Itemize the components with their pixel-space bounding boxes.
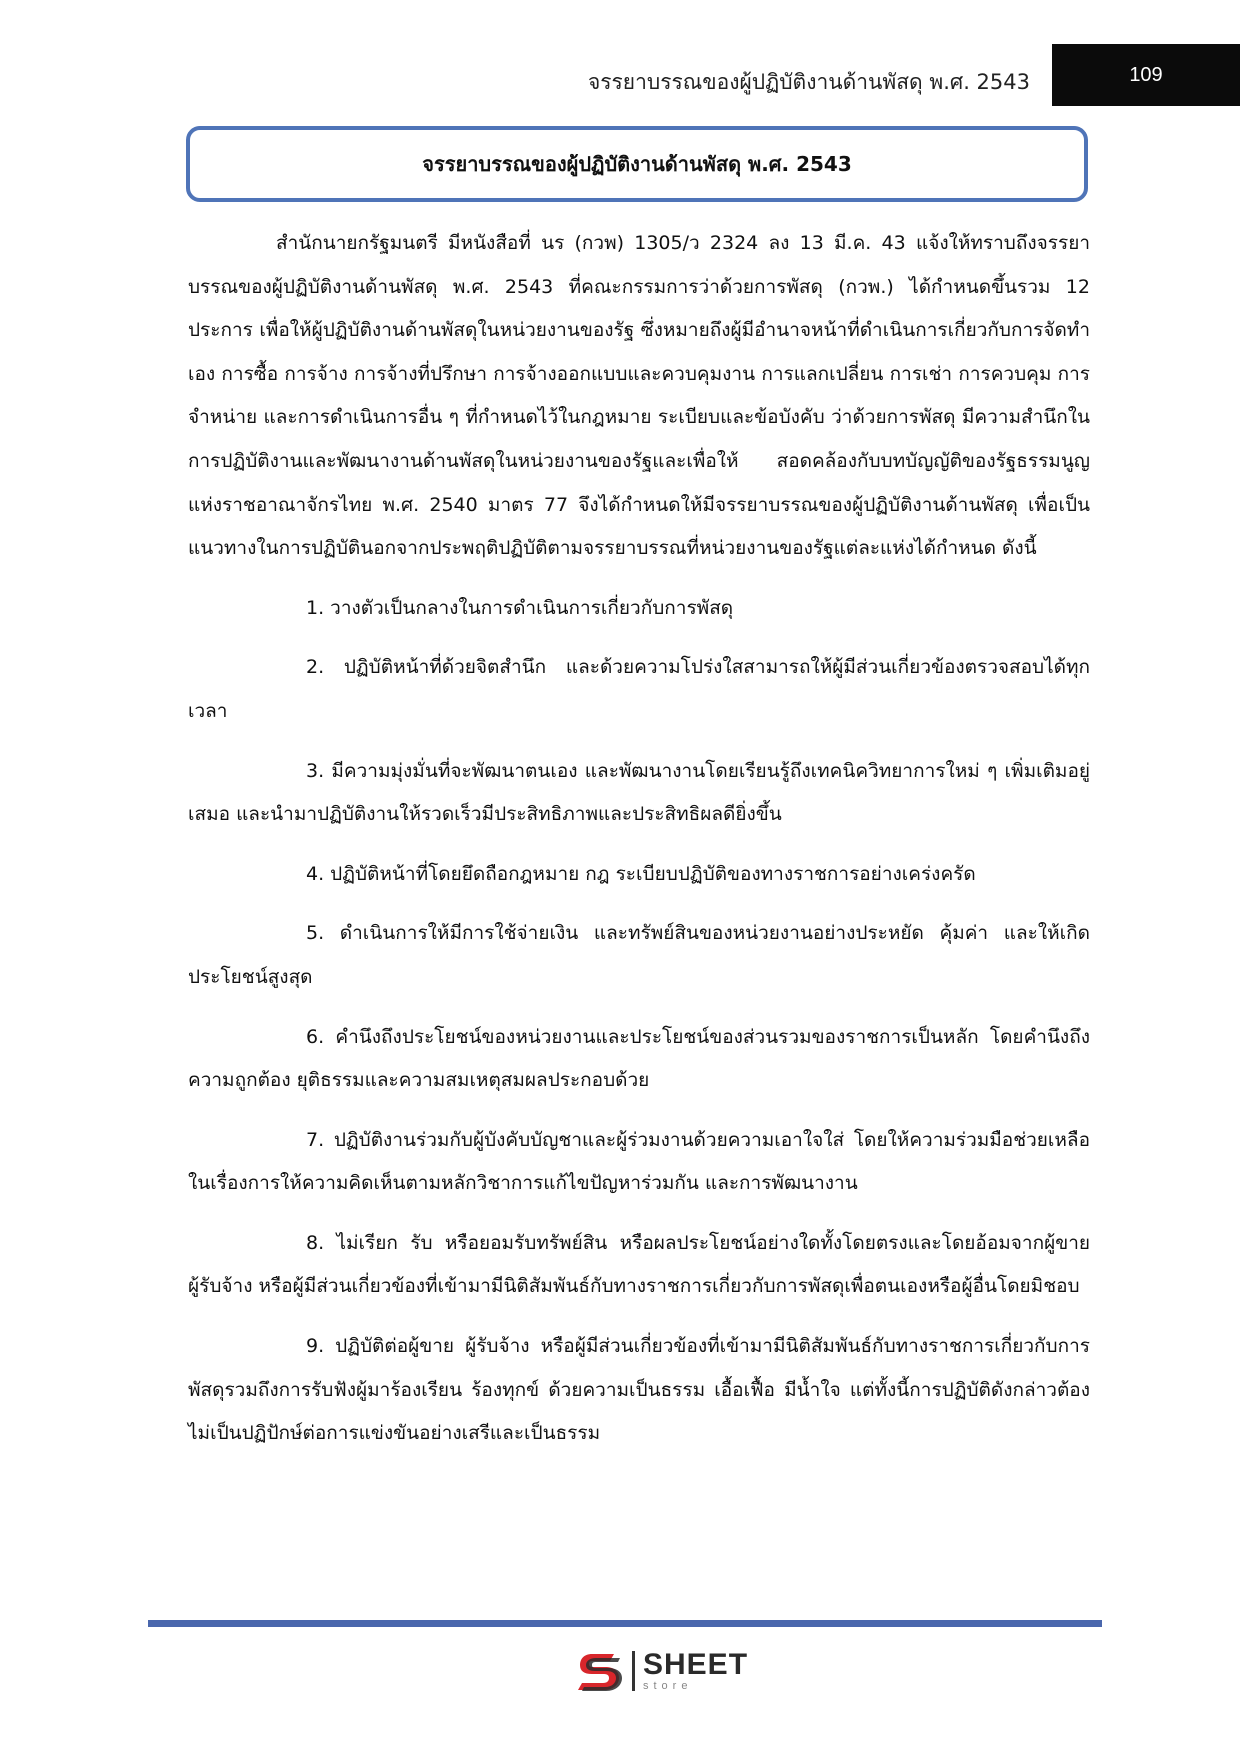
footer-rule <box>148 1620 1102 1627</box>
page-number-box <box>1052 44 1240 106</box>
list-item-2: 2. ปฏิบัติหน้าที่ด้วยจิตสำนึก และด้วยความโปร่งใสสามารถให้ผู้มีส่วนเกี่ยวข้องตรวจสอบได้ทุกเวลา <box>188 656 1090 722</box>
list-item-8: 8. ไม่เรียก รับ หรือยอมรับทรัพย์สิน หรือผลประโยชน์อย่างใดทั้งโดยตรงและโดยอ้อมจากผู้ขาย ผู้รับจ้าง หรือผู้มีส่วนเกี่ยวข้องที่เข้ามามีนิติสัมพันธ์กับทางราชการเกี่ยวกับการพัสดุเพื่อตนเองหรือผู้อื่นโดยมิชอบ <box>188 1231 1090 1298</box>
logo-text: SHEET <box>643 1648 749 1681</box>
list-item-5: 5. ดำเนินการให้มีการใช้จ่ายเงิน และทรัพย์สินของหน่วยงานอย่างประหยัด คุ้มค่า และให้เกิดประโยชน์สูงสุด <box>188 922 1090 988</box>
list-item-4: 4. ปฏิบัติหน้าที่โดยยึดถือกฎหมาย กฎ ระเบียบปฏิบัติของทางราชการอย่างเคร่งครัด <box>306 862 976 885</box>
logo-separator <box>632 1651 635 1691</box>
sheet-store-logo <box>574 1648 748 1694</box>
intro-paragraph: สำนักนายกรัฐมนตรี มีหนังสือที่ นร (กวพ) 1305/ว 2324 ลง 13 มี.ค. 43 แจ้งให้ทราบถึงจรรยาบรรณของผู้ปฏิบัติงานด้านพัสดุ พ.ศ. 2543 ที่คณะกรรมการว่าด้วยการพัสดุ (กวพ.) ได้กำหนดขึ้นรวม 12 ประการ เพื่อให้ผู้ปฏิบัติงานด้านพัสดุในหน่วยงานของรัฐ ซึ่งหมายถึงผู้มีอำนาจหน้าที่ดำเนินการเกี่ยวกับการจัดทำเอง การซื้อ การจ้าง การจ้างที่ปรึกษา การจ้างออกแบบและควบคุมงาน การแลกเปลี่ยน การเช่า การควบคุม การจำหน่าย และการดำเนินการอื่น ๆ ที่กำหนดไว้ในกฎหมาย ระเบียบและข้อบังคับ ว่าด้วยการพัสดุ มีความสำนึกในการปฏิบัติงานและพัฒนางานด้านพัสดุในหน่วยงานของรัฐและเพื่อให้ สอดคล้องกับบทบัญญัติของรัฐธรรมนูญแห่งราชอาณาจักรไทย พ.ศ. 2540 มาตร 77 จึงได้กำหนดให้มีจรรยาบรรณของผู้ปฏิบัติงานด้านพัสดุ เพื่อเป็นแนวทางในการปฏิบัตินอกจากประพฤติปฏิบัติตามจรรยาบรรณที่หน่วยงานของรัฐแต่ละแห่งได้กำหนด ดังนี้ <box>188 232 1090 560</box>
sheet-logo-icon <box>574 1648 626 1694</box>
list-item-3: 3. มีความมุ่งมั่นที่จะพัฒนาตนเอง และพัฒนางานโดยเรียนรู้ถึงเทคนิควิทยาการใหม่ ๆ เพิ่มเติมอยู่เสมอ และนำมาปฏิบัติงานให้รวดเร็วมีประสิทธิภาพและประสิทธิผลดียิ่งขึ้น <box>188 759 1090 826</box>
logo-subtext: store <box>643 1680 693 1692</box>
document-body <box>188 222 1090 1472</box>
list-item-9: 9. ปฏิบัติต่อผู้ขาย ผู้รับจ้าง หรือผู้มีส่วนเกี่ยวข้องที่เข้ามามีนิติสัมพันธ์กับทางราชการเกี่ยวกับการพัสดุรวมถึงการรับฟังผู้มาร้องเรียน ร้องทุกข์ ด้วยความเป็นธรรม เอื้อเฟื้อ มีน้ำใจ แต่ทั้งนี้การปฏิบัติดังกล่าวต้องไม่เป็นปฏิปักษ์ต่อการแข่งขันอย่างเสรีและเป็นธรรม <box>188 1335 1090 1445</box>
list-item-1: 1. วางตัวเป็นกลางในการดำเนินการเกี่ยวกับการพัสดุ <box>306 596 734 619</box>
document-title: จรรยาบรรณของผู้ปฏิบัติงานด้านพัสดุ พ.ศ. 2543 <box>422 152 852 176</box>
list-item-7: 7. ปฏิบัติงานร่วมกับผู้บังคับบัญชาและผู้ร่วมงานด้วยความเอาใจใส่ โดยให้ความร่วมมือช่วยเหลือในเรื่องการให้ความคิดเห็นตามหลักวิชาการแก้ไขปัญหาร่วมกัน และการพัฒนางาน <box>188 1128 1090 1195</box>
document-title-box <box>186 126 1088 202</box>
page-number: 109 <box>1129 63 1163 86</box>
running-header-title: จรรยาบรรณของผู้ปฏิบัติงานด้านพัสดุ พ.ศ. 2543 <box>587 70 1030 94</box>
logo-wordmark <box>643 1650 748 1692</box>
list-item-6: 6. คำนึงถึงประโยชน์ของหน่วยงานและประโยชน์ของส่วนรวมของราชการเป็นหลัก โดยคำนึงถึงความถูกต้อง ยุติธรรมและความสมเหตุสมผลประกอบด้วย <box>188 1025 1090 1092</box>
